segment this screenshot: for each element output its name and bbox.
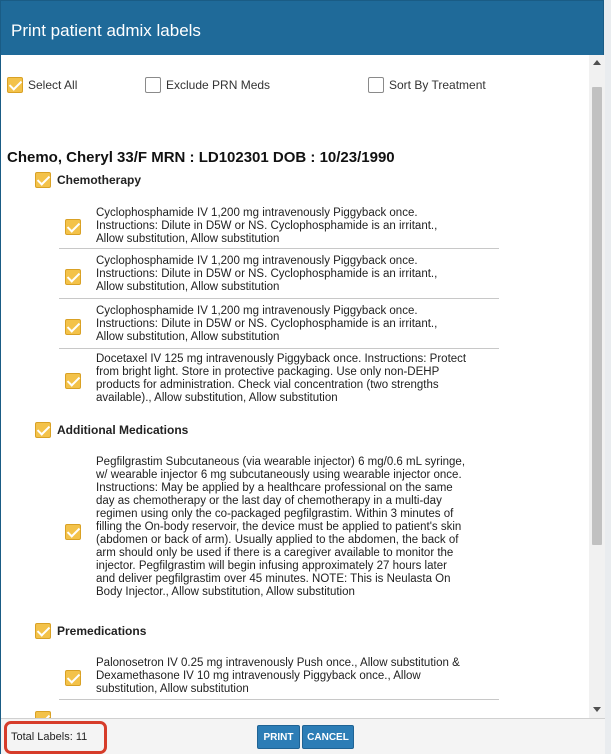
divider <box>59 699 499 700</box>
scroll-up-arrow-icon[interactable] <box>589 55 605 71</box>
exclude-prn-checkbox[interactable] <box>145 77 161 93</box>
group-checkbox[interactable] <box>35 623 51 639</box>
group-next-partial[interactable] <box>35 711 51 718</box>
sort-by-treatment-option[interactable] <box>368 77 486 93</box>
dialog-title: Print patient admix labels <box>1 1 603 55</box>
medication-checkbox[interactable] <box>65 269 81 285</box>
total-labels: Total Labels: 11 <box>11 731 88 743</box>
dialog-footer <box>1 718 605 754</box>
medication-text: Cyclophosphamide IV 1,200 mg intravenously Piggyback once. Instructions: Dilute in D5W or NS. Cyclophosphamide is an irritant., Allow substitution, Allow substitution <box>96 207 438 245</box>
group-label: Premedications <box>57 624 147 638</box>
medication-checkbox[interactable] <box>65 219 81 235</box>
medication-checkbox[interactable] <box>65 373 81 389</box>
patient-header: Chemo, Cheryl 33/F MRN : LD102301 DOB : 10/23/1990 <box>7 149 395 166</box>
medication-checkbox[interactable] <box>65 319 81 335</box>
medication-item[interactable] <box>59 301 499 349</box>
medication-text: Cyclophosphamide IV 1,200 mg intravenously Piggyback once. Instructions: Dilute in D5W or NS. Cyclophosphamide is an irritant., Allow substitution, Allow substitution <box>96 255 438 293</box>
medication-item[interactable] <box>59 453 499 611</box>
group-checkbox[interactable] <box>35 422 51 438</box>
medication-item[interactable] <box>59 351 499 413</box>
divider <box>59 248 499 249</box>
select-all-option[interactable] <box>7 77 77 93</box>
select-all-label: Select All <box>28 78 78 92</box>
background-page-edge <box>604 0 611 754</box>
label-options <box>7 77 587 97</box>
medication-item[interactable] <box>59 655 499 700</box>
group-additional-medications[interactable] <box>35 422 188 438</box>
medication-text: Docetaxel IV 125 mg intravenously Piggyback once. Instructions: Protect from bright light. Store in protective packaging. Use only non-DEHP products for administration. Check vial concentration (two strengths available)., Allow substitution, Allow substitution <box>96 353 467 404</box>
scroll-down-arrow-icon[interactable] <box>589 702 605 718</box>
sort-by-treatment-label: Sort By Treatment <box>389 78 486 92</box>
divider <box>59 348 499 349</box>
sort-by-treatment-checkbox[interactable] <box>368 77 384 93</box>
select-all-checkbox[interactable] <box>7 77 23 93</box>
group-premedications[interactable] <box>35 623 146 639</box>
dialog-content <box>1 55 589 718</box>
group-chemotherapy[interactable] <box>35 172 141 188</box>
medication-checkbox[interactable] <box>65 524 81 540</box>
medication-item[interactable] <box>59 206 499 249</box>
medication-text: Cyclophosphamide IV 1,200 mg intravenously Piggyback once. Instructions: Dilute in D5W or NS. Cyclophosphamide is an irritant., Allow substitution, Allow substitution <box>96 305 438 343</box>
medication-text: Palonosetron IV 0.25 mg intravenously Push once., Allow substitution & Dexamethasone IV 10 mg intravenously Piggyback once., Allow substitution, Allow substitution <box>96 657 460 695</box>
content-scrollbar[interactable] <box>589 55 605 718</box>
cancel-button[interactable]: CANCEL <box>302 725 354 749</box>
group-checkbox[interactable] <box>35 711 51 718</box>
scroll-thumb[interactable] <box>592 87 602 545</box>
medication-text: Pegfilgrastim Subcutaneous (via wearable injector) 6 mg/0.6 mL syringe, w/ wearable injector 6 mg subcutaneously using wearable injector once. Instructions: May be applied by a healthcare professional on the same day as chemotherapy or the last day of chemotherapy in a multi-day regimen using only the co-packaged pegfilgrastim. Within 3 minutes of filling the On-body reservoir, the device must be applied to patient's skin (abdomen or back of arm). Usually applied to the abdomen, the back of arm should only be used if there is a caregiver available to monitor the injector. Pegfilgrastim will begin infusing approximately 27 hours later and deliver pegfilgrastim over 45 minutes. NOTE: This is Neulasta On Body Injector., Allow substitution, Allow substitution <box>96 456 466 598</box>
divider <box>59 298 499 299</box>
medication-checkbox[interactable] <box>65 670 81 686</box>
print-button[interactable]: PRINT <box>257 725 300 749</box>
group-checkbox[interactable] <box>35 172 51 188</box>
medication-item[interactable] <box>59 251 499 299</box>
group-label: Additional Medications <box>57 423 189 437</box>
exclude-prn-label: Exclude PRN Meds <box>166 78 271 92</box>
exclude-prn-option[interactable] <box>145 77 270 93</box>
group-label: Chemotherapy <box>57 173 142 187</box>
